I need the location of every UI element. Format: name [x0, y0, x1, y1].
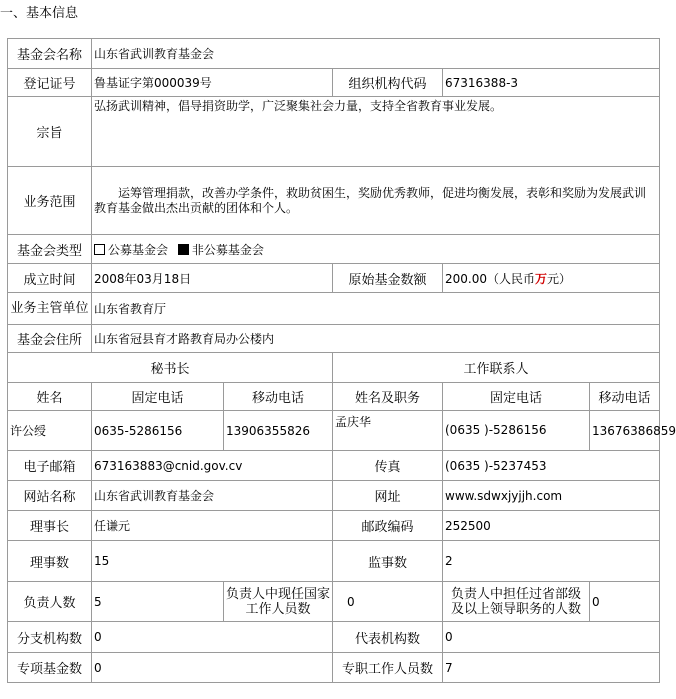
rep-offices-label: 代表机构数	[333, 622, 443, 653]
established-value: 2008年03月18日	[92, 264, 333, 293]
established-label: 成立时间	[8, 264, 92, 293]
row-foundation-name	[8, 39, 660, 69]
rep-offices-value: 0	[443, 622, 660, 653]
public-checkbox-icon	[94, 244, 105, 255]
supervisor-label: 业务主管单位	[8, 293, 92, 325]
contact-fixed: (0635 )-5286156	[443, 411, 590, 451]
foundation-name-label: 基金会名称	[8, 39, 92, 69]
row-branches	[8, 622, 660, 653]
secretary-general-header: 秘书长	[8, 353, 333, 383]
section-title: 一、基本信息	[0, 6, 79, 21]
basic-info-table	[7, 38, 676, 683]
org-code-value: 67316388-3	[443, 69, 660, 97]
directors-label: 理事数	[8, 541, 92, 582]
retired-leaders-label: 负责人中担任过省部级及以上领导职务的人数	[443, 582, 590, 622]
contact-col-fixed: 固定电话	[443, 383, 590, 411]
fund-amount: 200.00（人民币	[445, 271, 535, 286]
address-label: 基金会住所	[8, 325, 92, 353]
email-label: 电子邮箱	[8, 451, 92, 481]
address-value: 山东省冠县育才路教育局办公楼内	[92, 325, 660, 353]
directors-value: 15	[92, 541, 333, 582]
row-email	[8, 451, 660, 481]
fax-label: 传真	[333, 451, 443, 481]
row-supervisor	[8, 293, 660, 325]
postal-label: 邮政编码	[333, 511, 443, 541]
responsible-label: 负责人数	[8, 582, 92, 622]
contact-col-mobile: 移动电话	[590, 383, 660, 411]
staff-label: 专职工作人员数	[333, 653, 443, 683]
special-funds-label: 专项基金数	[8, 653, 92, 683]
row-purpose	[8, 97, 660, 167]
fax-value: (0635 )-5237453	[443, 451, 660, 481]
row-contact-headers	[8, 353, 660, 383]
website-value: 山东省武训教育基金会	[92, 481, 333, 511]
url-label: 网址	[333, 481, 443, 511]
postal-value: 252500	[443, 511, 660, 541]
registration-label: 登记证号	[8, 69, 92, 97]
foundation-type-label: 基金会类型	[8, 235, 92, 264]
row-website	[8, 481, 660, 511]
fund-currency-close: 元）	[547, 271, 572, 286]
staff-value: 7	[443, 653, 660, 683]
row-contact-values	[8, 411, 660, 451]
row-foundation-type	[8, 235, 660, 264]
row-contact-columns	[8, 383, 660, 411]
email-value: 673163883@cnid.gov.cv	[92, 451, 333, 481]
url-value[interactable]: www.sdwxjyjjh.com	[443, 481, 660, 511]
row-responsible	[8, 582, 660, 622]
purpose-value: 弘扬武训精神，倡导捐资助学，广泛聚集社会力量，支持全省教育事业发展。	[92, 97, 660, 167]
branches-label: 分支机构数	[8, 622, 92, 653]
contact-header: 工作联系人	[333, 353, 660, 383]
gov-staff-label: 负责人中现任国家工作人员数	[224, 582, 333, 622]
row-established	[8, 264, 660, 293]
supervisors-label: 监事数	[333, 541, 443, 582]
nonpublic-option-label: 非公募基金会	[191, 242, 264, 257]
chairman-label: 理事长	[8, 511, 92, 541]
sg-col-fixed: 固定电话	[92, 383, 224, 411]
sg-mobile: 13906355826	[224, 411, 333, 451]
org-code-label: 组织机构代码	[333, 69, 443, 97]
supervisor-value: 山东省教育厅	[92, 293, 660, 325]
special-funds-value: 0	[92, 653, 333, 683]
retired-leaders-value: 0	[590, 582, 660, 622]
business-scope-value: 运筹管理捐款，改善办学条件，救助贫困生，奖励优秀教师，促进均衡发展，表彰和奖励为发展武训教育基金做出杰出贡献的团体和个人。	[92, 167, 660, 235]
row-address	[8, 325, 660, 353]
contact-col-name: 姓名及职务	[333, 383, 443, 411]
sg-name: 许公绶	[8, 411, 92, 451]
row-chairman	[8, 511, 660, 541]
sg-col-mobile: 移动电话	[224, 383, 333, 411]
business-scope-label: 业务范围	[8, 167, 92, 235]
sg-fixed: 0635-5286156	[92, 411, 224, 451]
responsible-value: 5	[92, 582, 224, 622]
row-registration	[8, 69, 660, 97]
public-option-label: 公募基金会	[108, 242, 169, 257]
fund-unit: 万	[535, 271, 548, 286]
row-directors	[8, 541, 660, 582]
chairman-value: 任谦元	[92, 511, 333, 541]
original-fund-value	[443, 264, 660, 293]
foundation-type-options	[92, 235, 660, 264]
registration-value: 鲁基证字第000039号	[92, 69, 333, 97]
nonpublic-checkbox-checked-icon	[178, 244, 189, 255]
original-fund-label: 原始基金数额	[333, 264, 443, 293]
row-business-scope	[8, 167, 660, 235]
gov-staff-value: 0	[333, 582, 443, 622]
contact-mobile: 13676386859	[590, 411, 660, 451]
supervisors-value: 2	[443, 541, 660, 582]
purpose-label: 宗旨	[8, 97, 92, 167]
row-special-funds	[8, 653, 660, 683]
sg-col-name: 姓名	[8, 383, 92, 411]
website-label: 网站名称	[8, 481, 92, 511]
foundation-name-value: 山东省武训教育基金会	[92, 39, 660, 69]
contact-name: 孟庆华	[333, 411, 443, 451]
branches-value: 0	[92, 622, 333, 653]
